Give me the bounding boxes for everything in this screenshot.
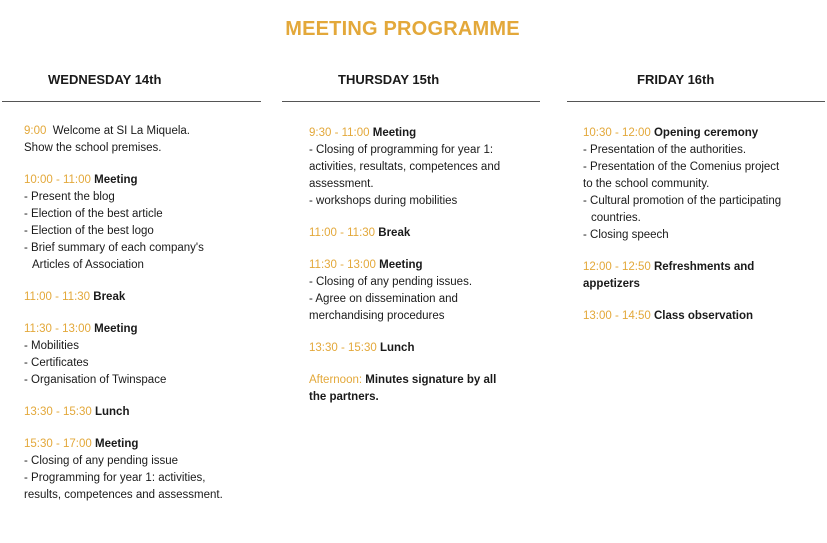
session-title: Meeting: [94, 438, 139, 450]
agenda-item-text: - Present the blog: [24, 191, 115, 203]
schedule-line: [309, 142, 500, 159]
session-title: Class observation: [653, 310, 754, 322]
schedule-line: [24, 321, 223, 338]
schedule-block: [24, 123, 223, 157]
schedule-line: [583, 142, 781, 159]
schedule-line: [24, 355, 223, 372]
agenda-item-text: - Mobilities: [24, 340, 79, 352]
time-range: 10:00 - 11:00: [24, 174, 91, 186]
session-title: Lunch: [379, 342, 415, 354]
agenda-item-text: - Certificates: [24, 357, 89, 369]
agenda-item-text: - Cultural promotion of the participating: [583, 195, 782, 207]
agenda-item-text: results, competences and assessment.: [24, 489, 223, 501]
time-range: 11:00 - 11:30: [309, 227, 376, 239]
schedule-line: [24, 436, 223, 453]
session-title: Break: [378, 227, 411, 239]
schedule-line: [24, 172, 223, 189]
session-title: Minutes signature by all: [365, 374, 497, 386]
agenda-item-text: Welcome at SI La Miquela.: [46, 125, 190, 137]
time-range: 11:30 - 13:00: [309, 259, 376, 271]
schedule-block: [24, 172, 223, 274]
schedule-line: [24, 453, 223, 470]
schedule-line: [24, 470, 223, 487]
schedule-block: [24, 289, 223, 306]
divider: [567, 101, 825, 102]
time-range: 9:00: [24, 125, 47, 137]
schedule-line: [309, 372, 500, 389]
schedule-line: [309, 193, 500, 210]
schedule-line: [24, 289, 223, 306]
schedule-line: [583, 125, 781, 142]
session-title: Lunch: [94, 406, 130, 418]
page-title: MEETING PROGRAMME: [285, 18, 520, 40]
schedule-line: [309, 257, 500, 274]
day-heading: THURSDAY 15th: [338, 72, 440, 87]
schedule-line: [24, 338, 223, 355]
schedule-line: [583, 176, 781, 193]
time-range: 10:30 - 12:00: [583, 127, 651, 139]
agenda-item-text: merchandising procedures: [309, 310, 445, 322]
schedule-line: [24, 372, 223, 389]
schedule-line: [309, 308, 500, 325]
day-heading: FRIDAY 16th: [637, 72, 715, 87]
session-title: Meeting: [94, 174, 138, 186]
time-range: Afternoon:: [309, 374, 363, 386]
schedule-line: [24, 140, 223, 157]
agenda-item-text: - Election of the best logo: [24, 225, 154, 237]
schedule-line: [24, 487, 223, 504]
agenda-item-text: - Closing of any pending issues.: [309, 276, 473, 288]
agenda-item-text: activities, resultats, competences and: [309, 161, 501, 173]
session-title: appetizers: [583, 278, 640, 290]
time-range: 13:00 - 14:50: [583, 310, 651, 322]
time-range: 12:00 - 12:50: [583, 261, 651, 273]
time-range: 11:00 - 11:30: [24, 291, 91, 303]
agenda-item-text: - Organisation of Twinspace: [24, 374, 167, 386]
time-range: 9:30 - 11:00: [309, 127, 370, 139]
schedule-line: [24, 206, 223, 223]
schedule-line: [24, 257, 223, 274]
agenda-item-text: assessment.: [309, 178, 374, 190]
session-title: Meeting: [379, 259, 423, 271]
schedule-block: [24, 436, 223, 504]
schedule-block: [309, 372, 500, 406]
agenda-item-text: - Brief summary of each company's: [24, 242, 204, 254]
agenda-item-text: - Closing of any pending issue: [24, 455, 179, 467]
schedule-line: [583, 210, 781, 227]
schedule-line: [24, 189, 223, 206]
schedule-list: [309, 125, 500, 421]
session-title: Refreshments and: [653, 261, 755, 273]
schedule-block: [24, 404, 223, 421]
schedule-line: [309, 176, 500, 193]
schedule-block: [309, 125, 500, 210]
divider: [282, 101, 540, 102]
schedule-line: [24, 123, 223, 140]
schedule-line: [309, 291, 500, 308]
agenda-item-text: - Closing speech: [583, 229, 669, 241]
schedule-block: [583, 125, 781, 244]
agenda-item-text: - Presentation of the Comenius project: [583, 161, 780, 173]
schedule-line: [583, 259, 781, 276]
session-title: Break: [93, 291, 126, 303]
agenda-item-text: - Election of the best article: [24, 208, 163, 220]
session-title: the partners.: [309, 391, 379, 403]
agenda-item-text: Articles of Association: [32, 259, 144, 271]
schedule-line: [309, 274, 500, 291]
agenda-item-text: - workshops during mobilities: [309, 195, 458, 207]
agenda-item-text: countries.: [591, 212, 641, 224]
agenda-item-text: - Agree on dissemination and: [309, 293, 458, 305]
schedule-line: [309, 125, 500, 142]
schedule-line: [583, 227, 781, 244]
schedule-block: [309, 257, 500, 325]
time-range: 11:30 - 13:00: [24, 323, 91, 335]
schedule-block: [24, 321, 223, 389]
agenda-item-text: Show the school premises.: [24, 142, 162, 154]
schedule-list: [24, 123, 223, 519]
time-range: 15:30 - 17:00: [24, 438, 92, 450]
session-title: Opening ceremony: [653, 127, 759, 139]
day-heading: WEDNESDAY 14th: [48, 72, 162, 87]
agenda-item-text: - Programming for year 1: activities,: [24, 472, 206, 484]
schedule-line: [583, 193, 781, 210]
agenda-item-text: - Presentation of the authorities.: [583, 144, 747, 156]
schedule-block: [309, 340, 500, 357]
agenda-item-text: - Closing of programming for year 1:: [309, 144, 494, 156]
session-title: Meeting: [94, 323, 138, 335]
schedule-line: [309, 340, 500, 357]
schedule-line: [583, 276, 781, 293]
agenda-item-text: to the school community.: [583, 178, 710, 190]
schedule-line: [583, 308, 781, 325]
schedule-block: [583, 308, 781, 325]
schedule-line: [309, 389, 500, 406]
schedule-line: [24, 240, 223, 257]
session-title: Meeting: [372, 127, 417, 139]
schedule-line: [309, 225, 500, 242]
schedule-line: [309, 159, 500, 176]
schedule-line: [24, 223, 223, 240]
schedule-block: [583, 259, 781, 293]
time-range: 13:30 - 15:30: [24, 406, 92, 418]
schedule-block: [309, 225, 500, 242]
divider: [2, 101, 261, 102]
schedule-line: [24, 404, 223, 421]
time-range: 13:30 - 15:30: [309, 342, 377, 354]
schedule-list: [583, 125, 781, 340]
schedule-line: [583, 159, 781, 176]
